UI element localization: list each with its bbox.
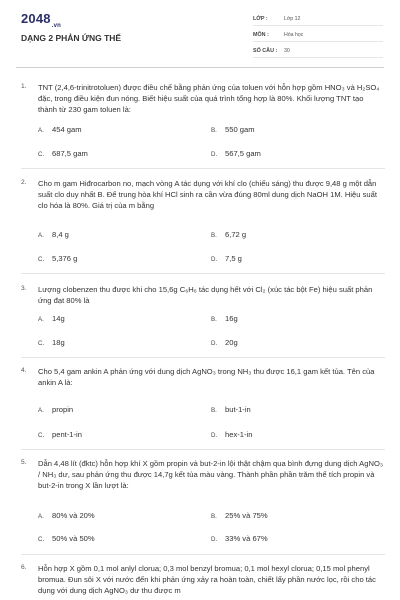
question-number: 1. <box>21 83 27 90</box>
question-divider <box>21 273 385 274</box>
option-c[interactable]: C. 50% và 50% <box>38 534 95 543</box>
option-b[interactable]: B. 550 gam <box>211 125 255 134</box>
document-meta <box>253 12 383 60</box>
question-text: Cho m gam Hiđrocarbon no, mạch vòng A tác dụng với khí clo (chiếu sáng) thu được 9,48 g một dẫn suất clo duy nhất B. Để trung hòa khí HCl sinh ra cần vừa đúng 80ml dung dịch NaOH 1M. Hiệu suất clo hóa là 80%. Giá trị của m bằng <box>38 179 377 210</box>
question-divider <box>21 554 385 555</box>
meta-row-count <box>253 44 383 58</box>
question-divider <box>21 168 385 169</box>
meta-row-subject <box>253 28 383 42</box>
option-a[interactable]: A. 8,4 g <box>38 230 69 239</box>
meta-value: 30 <box>284 47 290 54</box>
header-divider <box>16 67 384 68</box>
option-c[interactable]: C. 687,5 gam <box>38 149 88 158</box>
question-number: 5. <box>21 459 27 466</box>
option-d[interactable]: D. 567,5 gam <box>211 149 261 158</box>
site-logo[interactable]: $2048_{.vn}$ <box>21 11 62 29</box>
meta-label: SỐ CÂU : <box>253 47 278 54</box>
option-b[interactable]: B. 6,72 g <box>211 230 247 239</box>
question-text: TNT (2,4,6-trinitrotoluen) được điều chế bằng phản ứng của toluen với hỗn hợp gồm HNO₃ và H₂SO₄ đặc, trong điều kiện đun nóng. Biết hiệu suất của quá trình tổng hợp là 80%. Khối lượng TNT tạo thành từ 230 gam toluen là: <box>38 83 380 114</box>
option-d[interactable]: D. 7,5 g <box>211 254 242 263</box>
question-number: 3. <box>21 285 27 292</box>
option-d[interactable]: D. 33% và 67% <box>211 534 268 543</box>
option-b[interactable]: B. but-1-in <box>211 405 251 414</box>
page-header <box>0 0 400 60</box>
option-a[interactable]: A. propin <box>38 405 74 414</box>
question-text: Dẫn 4,48 lít (đktc) hỗn hợp khí X gồm propin và but-2-in lội thật chậm qua bình đựng dung dịch AgNO₃ / NH₃ dư, sau phản ứng thu được 14,7g kết tủa màu vàng. Thành phần phần trăm thể tích propin và but-2-in trong X lần lượt là: <box>38 459 383 490</box>
meta-label: LỚP : <box>253 15 268 22</box>
meta-label: MÔN : <box>253 31 269 38</box>
question-number: 6. <box>21 564 27 571</box>
meta-value: Hóa học <box>284 31 304 38</box>
question-text: Hỗn hợp X gồm 0,1 mol anlyl clorua; 0,3 mol benzyl bromua; 0,1 mol hexyl clorua; 0,15 mol phenyl bromua. Đun sôi X với nước đến khi phản ứng xảy ra hoàn toàn, chiết lấy phần nước lọc, rồi cho tác dụng với dung dịch AgNO₃ dư thu được m <box>38 564 376 595</box>
option-d[interactable]: D. hex-1-in <box>211 430 253 439</box>
question-number: 2. <box>21 179 27 186</box>
option-c[interactable]: C. 5,376 g <box>38 254 78 263</box>
question-divider <box>21 357 385 358</box>
document-title: DẠNG 2 PHẢN ỨNG THẾ <box>21 33 122 43</box>
option-d[interactable]: D. 20g <box>211 338 238 347</box>
question-number: 4. <box>21 367 27 374</box>
option-a[interactable]: A. 454 gam <box>38 125 82 134</box>
option-b[interactable]: B. 25% và 75% <box>211 511 268 520</box>
question-text: Lượng clobenzen thu được khi cho 15,6g C₆H₆ tác dụng hết với Cl₂ (xúc tác bột Fe) hiệu suất phản ứng đạt 80% là <box>38 285 373 305</box>
meta-value: Lớp 12 <box>284 15 301 22</box>
question-text: Cho 5,4 gam ankin A phản ứng với dung dịch AgNO₃ trong NH₃ thu được 16,1 gam kết tủa. Tên của ankin A là: <box>38 367 375 387</box>
option-b[interactable]: B. 16g <box>211 314 238 323</box>
option-a[interactable]: A. 80% và 20% <box>38 511 95 520</box>
meta-row-class <box>253 12 383 26</box>
question-divider <box>21 449 385 450</box>
option-a[interactable]: A. 14g <box>38 314 65 323</box>
option-c[interactable]: C. 18g <box>38 338 65 347</box>
option-c[interactable]: C. pent-1-in <box>38 430 82 439</box>
